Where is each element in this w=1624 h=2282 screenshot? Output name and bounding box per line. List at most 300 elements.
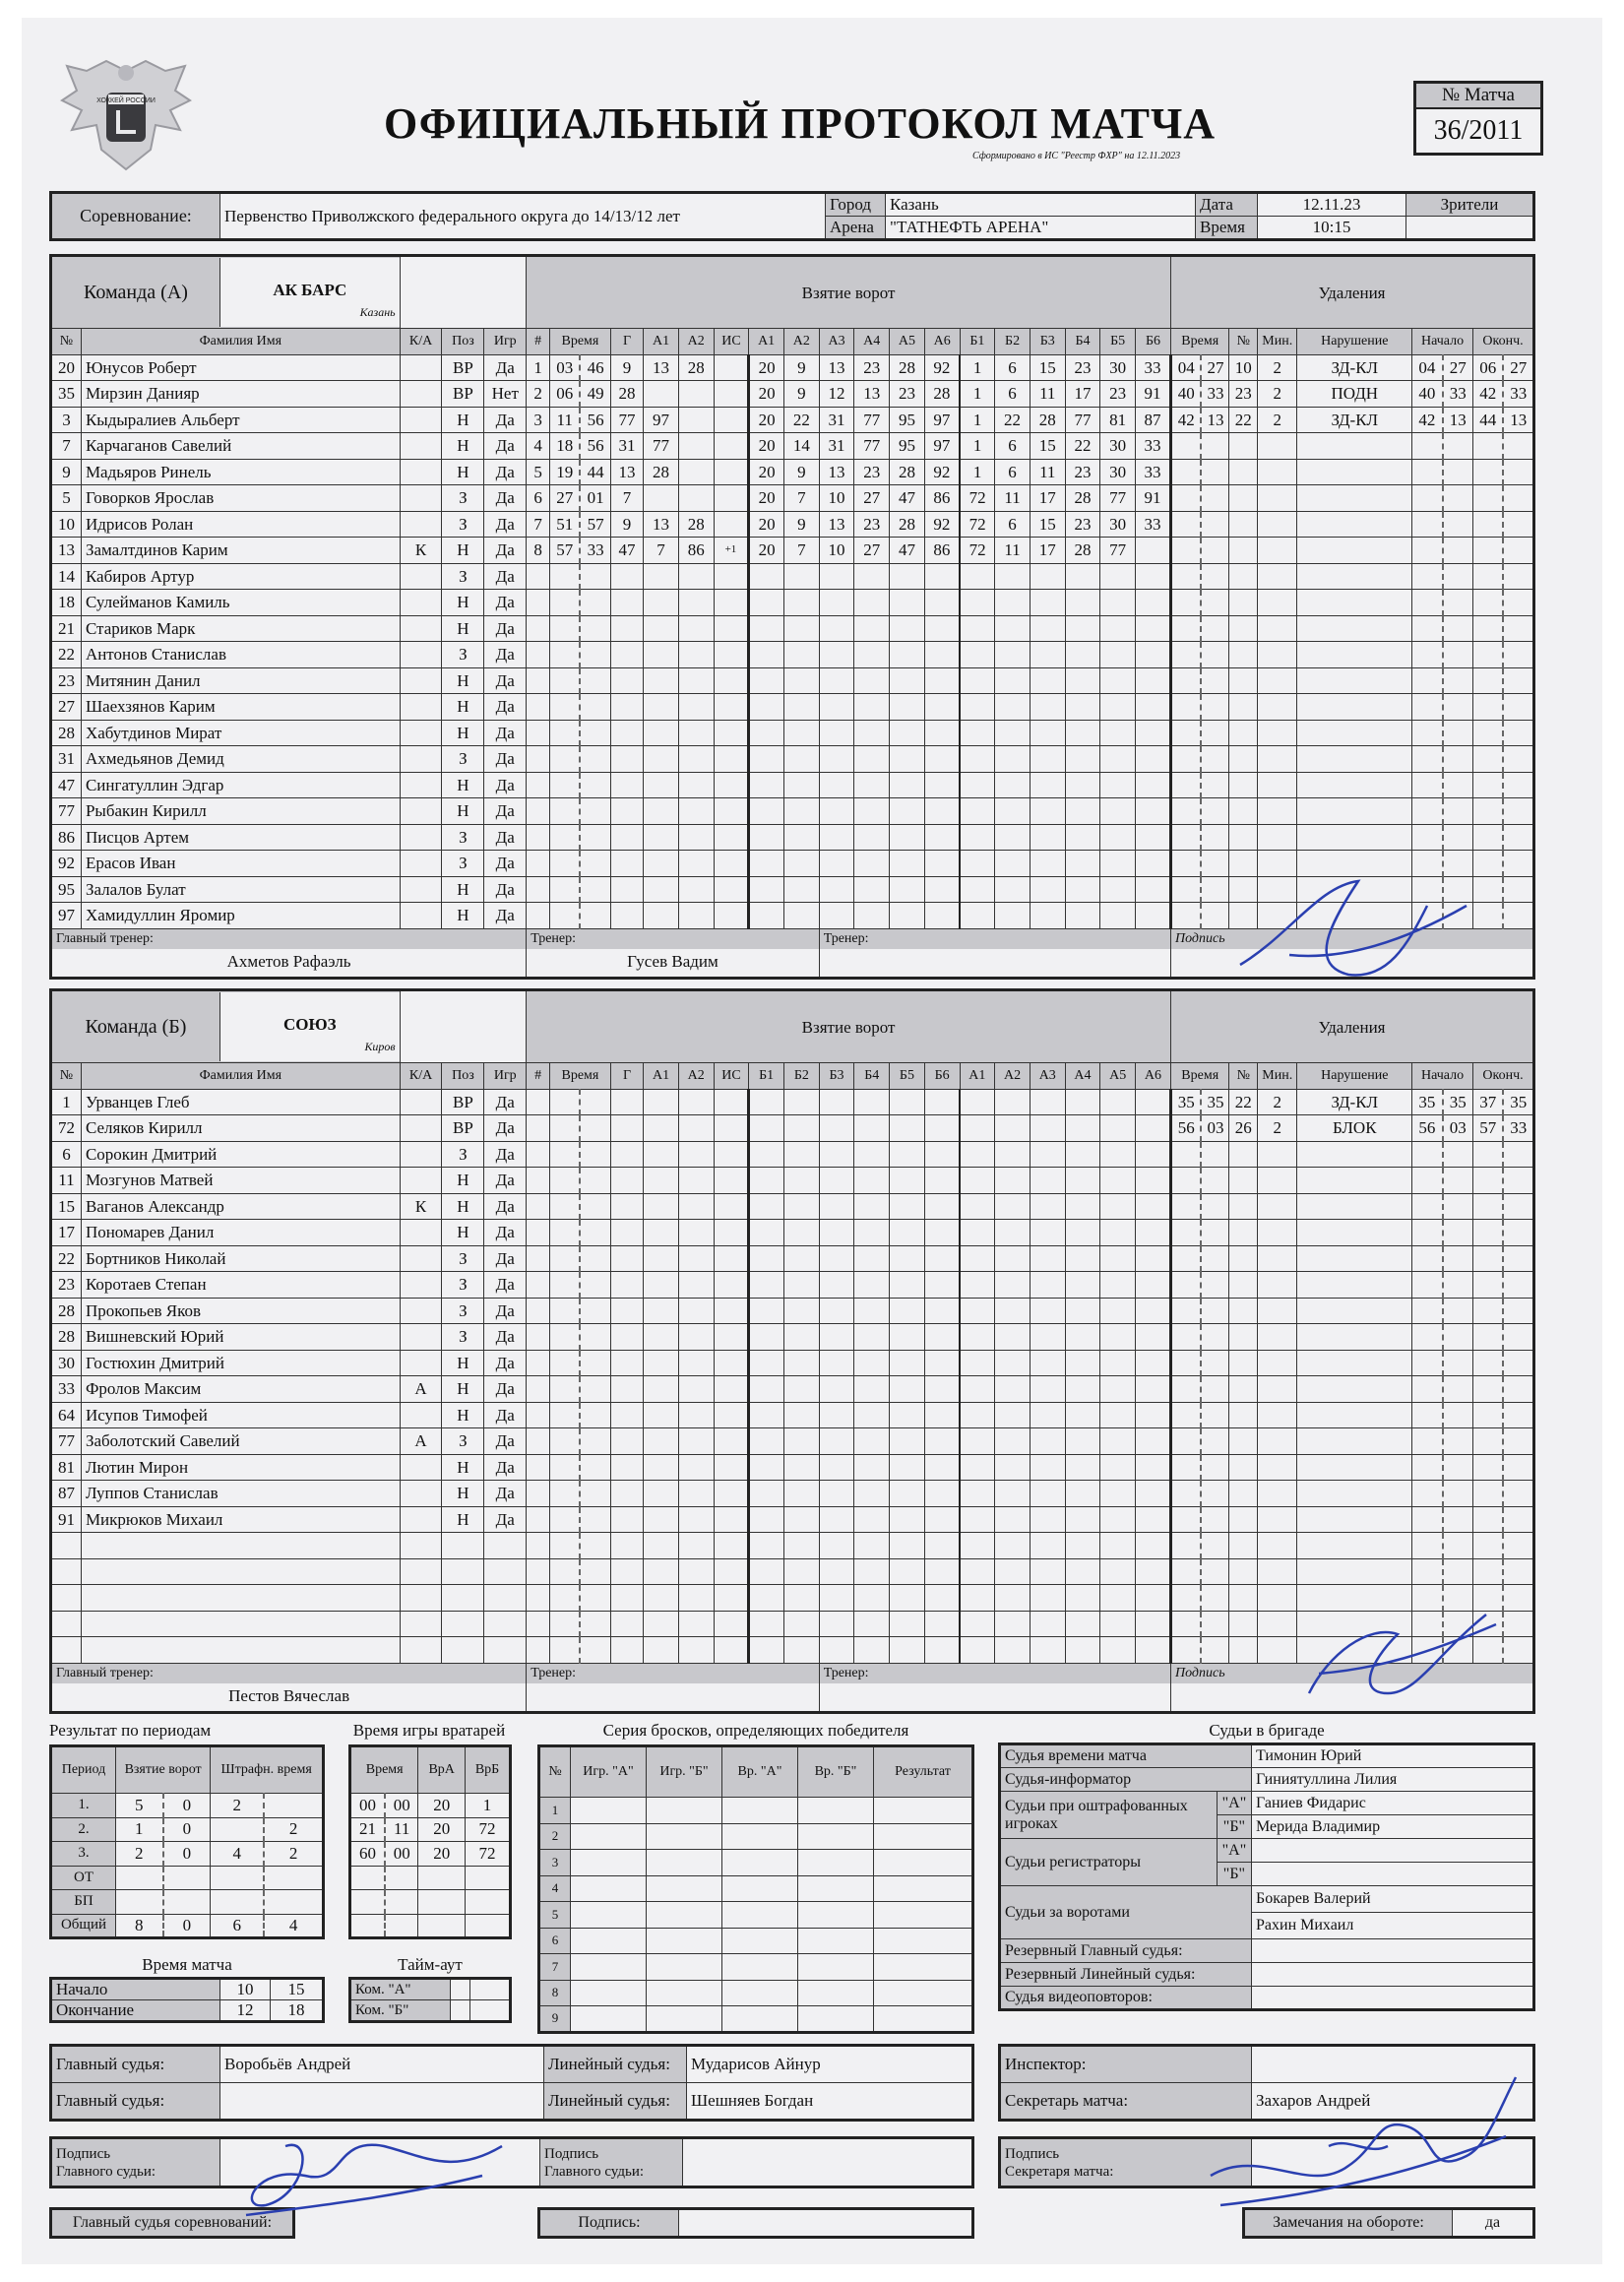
on-ice-player	[995, 1089, 1031, 1115]
penalty-end-min	[1472, 1428, 1503, 1455]
on-ice-player	[1065, 563, 1100, 590]
penalty-violation	[1297, 1141, 1412, 1168]
penalty-minutes	[1258, 1481, 1297, 1507]
on-ice-player	[1136, 1558, 1171, 1585]
goal-assist1	[644, 642, 679, 668]
penalty-minute	[1170, 1141, 1201, 1168]
on-ice-player	[1136, 824, 1171, 851]
on-ice-player	[1065, 1245, 1100, 1272]
on-ice-player	[749, 1324, 784, 1351]
table-row	[51, 1842, 324, 1867]
penalty-start-min	[1412, 1558, 1443, 1585]
player-ka	[400, 720, 442, 746]
penalty-minute: 42	[1170, 407, 1201, 433]
on-ice-player	[1136, 851, 1171, 877]
on-ice-player	[1030, 1585, 1065, 1612]
period-goals-b: 0	[163, 1794, 211, 1818]
penalty-start-min: 56	[1412, 1115, 1443, 1142]
on-ice-player	[1030, 1350, 1065, 1376]
penalty-minutes	[1258, 1428, 1297, 1455]
on-ice-player	[995, 1558, 1031, 1585]
goal-second	[580, 903, 610, 929]
penalty-minute	[1170, 1324, 1201, 1351]
on-ice-player	[995, 1506, 1031, 1533]
goal-situation	[714, 903, 749, 929]
player-position: З	[442, 511, 484, 538]
penalty-start-sec	[1443, 563, 1473, 590]
goal-scorer	[610, 1533, 643, 1559]
on-ice-player	[1065, 1585, 1100, 1612]
penalty-end-sec	[1503, 642, 1533, 668]
penalty-second	[1201, 720, 1229, 746]
on-ice-player	[960, 1298, 995, 1324]
on-ice-player: 6	[995, 354, 1031, 381]
officials-title: Судьи в бригаде	[1209, 1721, 1325, 1740]
secretary-name: Захаров Андрей	[1252, 2083, 1534, 2121]
player-position: ВР	[442, 1089, 484, 1115]
table-row	[51, 1817, 324, 1842]
penalty-violation	[1297, 1324, 1412, 1351]
goal-assist2	[678, 1324, 714, 1351]
penalty-start-sec: 33	[1443, 381, 1473, 408]
table-row	[51, 1890, 324, 1915]
shootout-table	[537, 1744, 974, 2034]
goalie-time-header: Время	[350, 1746, 418, 1794]
shootout-cell	[722, 1798, 798, 1824]
goalie-change-minute: 21	[350, 1817, 386, 1842]
penalty-end-sec	[1503, 563, 1533, 590]
on-ice-player	[1065, 851, 1100, 877]
on-ice-player	[749, 642, 784, 668]
player-name: Селяков Кирилл	[81, 1115, 400, 1142]
penalty-start-min: 40	[1412, 381, 1443, 408]
penalty-minutes	[1258, 720, 1297, 746]
penalty-minutes	[1258, 694, 1297, 721]
on-ice-player	[1100, 720, 1136, 746]
on-ice-player	[1100, 1324, 1136, 1351]
penalty-minute	[1170, 1168, 1201, 1194]
penalty-player	[1229, 642, 1258, 668]
on-ice-player	[1100, 1402, 1136, 1428]
on-ice-player	[1136, 746, 1171, 773]
player-number: 3	[51, 407, 82, 433]
goal-judge-1: Бокарев Валерий	[1252, 1886, 1534, 1913]
penalty-second	[1201, 1481, 1229, 1507]
on-ice-player	[854, 1533, 890, 1559]
player-name: Сингатуллин Эдгар	[81, 772, 400, 798]
player-name: Пономарев Данил	[81, 1220, 400, 1246]
on-ice-player	[995, 1324, 1031, 1351]
on-ice-player: 9	[783, 354, 819, 381]
player-played: Да	[484, 667, 527, 694]
on-ice-player	[960, 1376, 995, 1403]
period-goals-b	[163, 1866, 211, 1890]
on-ice-player: 97	[924, 433, 960, 460]
table-row	[51, 746, 1534, 773]
on-ice-player	[960, 876, 995, 903]
on-ice-player	[924, 1376, 960, 1403]
penalty-end-sec	[1503, 1376, 1533, 1403]
table-row	[51, 1506, 1534, 1533]
on-ice-player	[1030, 1220, 1065, 1246]
inspector-label: Инспектор:	[1000, 2046, 1252, 2083]
player-played: Да	[484, 746, 527, 773]
player-ka	[400, 1350, 442, 1376]
period-pim-b	[264, 1794, 323, 1818]
on-ice-player: 15	[1030, 511, 1065, 538]
on-ice-player	[924, 1272, 960, 1299]
on-ice-player	[960, 851, 995, 877]
table-row	[51, 798, 1534, 825]
on-ice-player	[1065, 1558, 1100, 1585]
on-ice-player	[819, 590, 854, 616]
penalty-minutes	[1258, 667, 1297, 694]
player-position: ВР	[442, 354, 484, 381]
on-ice-player: 33	[1136, 354, 1171, 381]
goal-assist1	[644, 824, 679, 851]
penalty-start-sec	[1443, 538, 1473, 564]
penalty-second	[1201, 772, 1229, 798]
on-ice-player	[854, 798, 890, 825]
shootout-player-b-header: Игр. "Б"	[647, 1746, 722, 1798]
timekeeper-name: Тимонин Юрий	[1252, 1744, 1534, 1768]
on-ice-player	[960, 1272, 995, 1299]
on-ice-player	[1100, 746, 1136, 773]
penalty-end-min	[1472, 615, 1503, 642]
on-ice-player	[854, 563, 890, 590]
penalty-end-min	[1472, 720, 1503, 746]
on-ice-player	[854, 1506, 890, 1533]
goal-scorer	[610, 1481, 643, 1507]
on-ice-player: 91	[1136, 381, 1171, 408]
goalie-a-number: 20	[418, 1794, 466, 1818]
goal-minute	[549, 798, 580, 825]
on-ice-player	[819, 798, 854, 825]
penalty-end-sec	[1503, 1402, 1533, 1428]
on-ice-player	[890, 824, 925, 851]
on-ice-player	[924, 590, 960, 616]
time-label: Время	[1196, 217, 1258, 240]
pen-min-header: Мин.	[1258, 1063, 1297, 1090]
on-ice-player	[924, 1585, 960, 1612]
on-ice-player: 20	[749, 381, 784, 408]
penalty-player	[1229, 1611, 1258, 1637]
shootout-cell	[798, 1875, 874, 1902]
team-a-name: АК БАРС	[273, 281, 347, 299]
player-position: Н	[442, 772, 484, 798]
penalty-start-sec	[1443, 485, 1473, 512]
on-ice-player	[819, 720, 854, 746]
goal-time-header: Время	[549, 1063, 610, 1090]
penalty-minute	[1170, 1585, 1201, 1612]
table-row	[51, 511, 1534, 538]
penalty-minutes	[1258, 590, 1297, 616]
table-row	[51, 381, 1534, 408]
penalty-violation	[1297, 1245, 1412, 1272]
goal-assist2	[678, 1168, 714, 1194]
penalty-end-min	[1472, 851, 1503, 877]
on-ice-player	[1136, 694, 1171, 721]
player-ka: К	[400, 1193, 442, 1220]
on-ice-player	[819, 851, 854, 877]
match-number-label: № Матча	[1416, 84, 1540, 109]
on-ice-player	[995, 772, 1031, 798]
on-ice-player	[819, 1481, 854, 1507]
goal-second	[580, 1402, 610, 1428]
penalty-violation	[1297, 1533, 1412, 1559]
goal-assist1	[644, 1533, 679, 1559]
player-played: Да	[484, 1324, 527, 1351]
on-ice-player	[1136, 1637, 1171, 1664]
player-number: 22	[51, 1245, 82, 1272]
sign-box	[537, 2207, 974, 2239]
shootout-cell	[571, 1798, 647, 1824]
on-ice-player	[1100, 1611, 1136, 1637]
penalty-end-sec: 13	[1503, 407, 1533, 433]
period-pim-a: 6	[211, 1914, 265, 1938]
penalty-player	[1229, 1298, 1258, 1324]
coach-2-cell	[819, 1663, 1170, 1712]
on-ice-player	[890, 1245, 925, 1272]
on-ice-player	[1030, 1141, 1065, 1168]
on-ice-player: 92	[924, 511, 960, 538]
no-header: №	[51, 329, 82, 355]
player-played: Да	[484, 1141, 527, 1168]
player-number: 95	[51, 876, 82, 903]
on-ice-player	[1100, 851, 1136, 877]
on-ice-player	[749, 1141, 784, 1168]
on-ice-player	[749, 1220, 784, 1246]
on-ice-player	[960, 642, 995, 668]
player-ka	[400, 772, 442, 798]
coach-1-label: Тренер:	[527, 929, 819, 949]
on-ice-player: 77	[1100, 485, 1136, 512]
on-ice-player	[819, 1324, 854, 1351]
on-ice-player: 6	[995, 459, 1031, 485]
on-ice-player	[924, 1506, 960, 1533]
penalty-end-sec	[1503, 485, 1533, 512]
on-ice-player	[890, 667, 925, 694]
goal-judge-2: Рахин Михаил	[1252, 1913, 1534, 1939]
penalty-start-min	[1412, 746, 1443, 773]
penalty-second: 27	[1201, 354, 1229, 381]
penalty-end-sec	[1503, 667, 1533, 694]
on-ice-player	[1030, 1298, 1065, 1324]
name-header: Фамилия Имя	[81, 1063, 400, 1090]
on-ice-player	[995, 694, 1031, 721]
table-row	[51, 1794, 324, 1818]
situation-header: ИС	[714, 1063, 749, 1090]
goal-assist1	[644, 903, 679, 929]
period-pim-b: 4	[264, 1914, 323, 1938]
pen-violation-header: Нарушение	[1297, 1063, 1412, 1090]
pen-start-header: Начало	[1412, 1063, 1473, 1090]
reg-a-tag: "А"	[1217, 1839, 1251, 1863]
penalty-minutes	[1258, 1350, 1297, 1376]
penalty-start-sec	[1443, 1220, 1473, 1246]
penalty-minute	[1170, 851, 1201, 877]
table-row	[51, 694, 1534, 721]
on-ice-player	[1100, 1089, 1136, 1115]
goalie-b-number	[466, 1914, 511, 1938]
penalty-end-min	[1472, 1324, 1503, 1351]
goal-situation	[714, 772, 749, 798]
ka-header: К/А	[400, 1063, 442, 1090]
penalty-start-sec	[1443, 1298, 1473, 1324]
on-ice-player	[854, 667, 890, 694]
line-judge-2: Шешняев Богдан	[687, 2083, 973, 2121]
on-ice-player	[783, 1193, 819, 1220]
penalty-minutes	[1258, 1402, 1297, 1428]
table-row	[51, 1245, 1534, 1272]
on-ice-player	[1030, 694, 1065, 721]
goal-number	[527, 1324, 550, 1351]
on-ice-player	[749, 772, 784, 798]
on-ice-player	[890, 851, 925, 877]
goal-scorer	[610, 1454, 643, 1481]
player-name: Рыбакин Кирилл	[81, 798, 400, 825]
goalie-b-number: 72	[466, 1817, 511, 1842]
on-ice-player	[749, 1454, 784, 1481]
penalty-minute	[1170, 876, 1201, 903]
player-number: 33	[51, 1376, 82, 1403]
player-played: Да	[484, 563, 527, 590]
on-ice-player	[819, 1298, 854, 1324]
on-ice-player	[960, 1533, 995, 1559]
penalty-start-sec	[1443, 694, 1473, 721]
goal-minute	[549, 1298, 580, 1324]
goal-situation	[714, 694, 749, 721]
period-goals-header: Взятие ворот	[116, 1746, 211, 1794]
on-ice-player	[1136, 1089, 1171, 1115]
goal-assist2	[678, 876, 714, 903]
penalty-minutes	[1258, 1376, 1297, 1403]
goal-scorer	[610, 590, 643, 616]
goal-assist1: 97	[644, 407, 679, 433]
on-ice-player	[819, 1272, 854, 1299]
on-ice-player	[995, 642, 1031, 668]
goal-assist2	[678, 433, 714, 460]
table-row	[51, 1558, 1534, 1585]
goal-assist2	[678, 1533, 714, 1559]
shootout-cell	[874, 1875, 973, 1902]
player-ka	[400, 1141, 442, 1168]
penalty-minute	[1170, 746, 1201, 773]
penalty-violation	[1297, 563, 1412, 590]
goal-scorer	[610, 876, 643, 903]
main-judge-sign-label-b	[540, 2138, 683, 2187]
goal-scorer	[610, 1506, 643, 1533]
penalty-end-min: 44	[1472, 407, 1503, 433]
penalty-end-sec: 33	[1503, 1115, 1533, 1142]
on-ice-player	[1100, 824, 1136, 851]
page-title: ОФИЦИАЛЬНЫЙ ПРОТОКОЛ МАТЧА	[384, 99, 1217, 148]
on-ice-player	[819, 1533, 854, 1559]
goal-situation	[714, 720, 749, 746]
shootout-cell	[571, 1902, 647, 1929]
on-ice-player	[854, 1298, 890, 1324]
on-ice-player	[924, 642, 960, 668]
penalty-end-min: 42	[1472, 381, 1503, 408]
penalty-end-sec	[1503, 1558, 1533, 1585]
on-ice-player	[924, 851, 960, 877]
goal-assist2	[678, 1402, 714, 1428]
goal-assist2	[678, 1558, 714, 1585]
penalty-player: 26	[1229, 1115, 1258, 1142]
penalty-minutes	[1258, 1533, 1297, 1559]
penalty-end-min	[1472, 694, 1503, 721]
on-ice-player: 20	[749, 433, 784, 460]
shootout-cell	[798, 1823, 874, 1850]
table-row	[539, 1823, 973, 1850]
player-name: Мозгунов Матвей	[81, 1168, 400, 1194]
penalty-minutes: 2	[1258, 354, 1297, 381]
on-ice-player	[960, 824, 995, 851]
on-ice-player: 23	[890, 381, 925, 408]
penalty-minutes	[1258, 511, 1297, 538]
goal-second	[580, 1115, 610, 1142]
shootout-cell	[571, 1823, 647, 1850]
informer-label: Судья-информатор	[1000, 1768, 1252, 1792]
player-played: Да	[484, 1428, 527, 1455]
on-ice-player	[890, 720, 925, 746]
player-ka: А	[400, 1428, 442, 1455]
penalty-second	[1201, 1611, 1229, 1637]
on-ice-player	[1065, 1428, 1100, 1455]
goal-assist1	[644, 1428, 679, 1455]
goal-second	[580, 876, 610, 903]
shootout-goalie-a-header: Вр. "А"	[722, 1746, 798, 1798]
on-ice-player	[960, 1193, 995, 1220]
penalty-end-sec: 33	[1503, 381, 1533, 408]
penalty-minutes	[1258, 563, 1297, 590]
on-ice-player	[924, 903, 960, 929]
on-ice-player	[783, 1115, 819, 1142]
periods-title: Результат по периодам	[49, 1721, 212, 1740]
penalty-minutes: 2	[1258, 1089, 1297, 1115]
penalty-minute	[1170, 1454, 1201, 1481]
player-name: Исупов Тимофей	[81, 1402, 400, 1428]
goalie-a-number	[418, 1866, 466, 1890]
goal-number	[527, 1454, 550, 1481]
player-played: Да	[484, 407, 527, 433]
reg-b-tag: "Б"	[1217, 1863, 1251, 1886]
goalie-a-number: 20	[418, 1842, 466, 1867]
table-row	[539, 1954, 973, 1981]
shootout-attempt-number: 7	[539, 1954, 571, 1981]
table-row	[350, 1914, 511, 1938]
arena-value: "ТАТНЕФТЬ АРЕНА"	[886, 217, 1196, 240]
on-ice-player	[1100, 798, 1136, 825]
player-name	[81, 1533, 400, 1559]
player-ka	[400, 407, 442, 433]
on-ice-player: 91	[1136, 485, 1171, 512]
penalty-start-min	[1412, 720, 1443, 746]
goal-assist1	[644, 381, 679, 408]
on-ice-player	[854, 1611, 890, 1637]
on-ice-player	[995, 1220, 1031, 1246]
goal-minute	[549, 615, 580, 642]
on-ice-player	[819, 876, 854, 903]
player-number: 28	[51, 1298, 82, 1324]
penalty-player	[1229, 798, 1258, 825]
on-ice-player: 13	[854, 381, 890, 408]
goal-assist2	[678, 1193, 714, 1220]
on-ice-player	[1065, 746, 1100, 773]
penalty-minutes	[1258, 1324, 1297, 1351]
on-ice-player	[890, 1220, 925, 1246]
on-ice-player	[783, 1558, 819, 1585]
